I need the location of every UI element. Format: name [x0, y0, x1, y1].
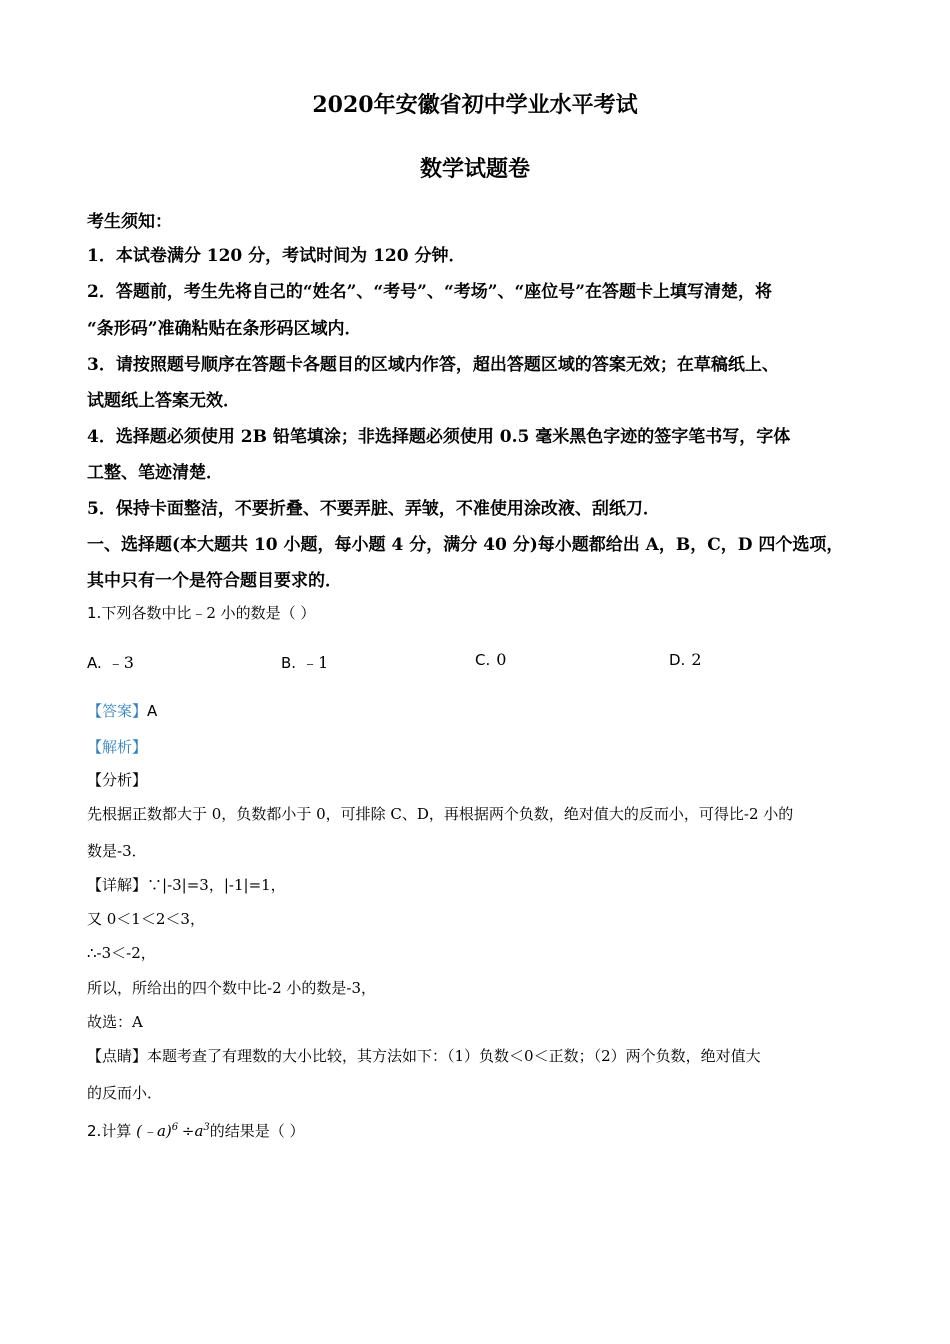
notice-line: 工整、笔迹清楚． — [87, 463, 223, 483]
question-1-stem — [87, 602, 315, 623]
option-value: 0 — [496, 650, 507, 669]
notice-line: 1．本试卷满分 120 分，考试时间为 120 分钟． — [87, 246, 466, 266]
answer-value: A — [147, 702, 158, 720]
expr-base: (﹣a) — [136, 1122, 172, 1140]
notice-line: 4．选择题必须使用 2B 铅笔填涂；非选择题必须使用 0.5 毫米黑色字迹的签字笔书写，字体 — [87, 427, 791, 447]
dianjing-line — [87, 1045, 761, 1066]
fenxi-text-cont: 数是-3． — [87, 842, 147, 860]
expr-exponent: 6 — [171, 1122, 179, 1133]
option-label: D. — [669, 651, 686, 669]
option-label: A. — [87, 654, 102, 672]
question-number: 2. — [87, 1122, 102, 1140]
option-d — [669, 650, 702, 670]
question-text: 计算 — [101, 1122, 132, 1140]
section-heading: 一、选择题(本大题共 10 小题，每小题 4 分，满分 40 分)每小题都给出 A，B，C，D 四个选项， — [87, 535, 844, 555]
option-value: ﹣3 — [107, 653, 134, 672]
page-title: 2020年安徽省初中学业水平考试 — [312, 92, 638, 118]
option-b — [281, 650, 328, 673]
math-expression — [136, 1122, 210, 1140]
expr-exponent: 3 — [203, 1122, 210, 1133]
notice-line: 5．保持卡面整洁，不要折叠、不要弄脏、弄皱，不准使用涂改液、刮纸刀． — [87, 499, 660, 519]
answer-tag: 【答案】 — [87, 702, 148, 720]
answer-line — [87, 700, 157, 721]
option-label: C. — [475, 651, 491, 669]
notice-line: “条形码”准确粘贴在条形码区域内． — [87, 319, 362, 339]
question-text-suffix: 的结果是（ ） — [209, 1122, 305, 1140]
detail-line — [87, 874, 286, 895]
notice-line: 2．答题前，考生先将自己的“姓名”、“考号”、“考场”、“座位号”在答题卡上填写清楚，将 — [87, 282, 773, 302]
option-value: 2 — [691, 650, 702, 669]
question-text: 下列各数中比﹣2 小的数是（ ） — [101, 604, 316, 622]
expr-divide: ÷a — [181, 1122, 204, 1140]
detail-text: 所以，所给出的四个数中比-2 小的数是-3， — [87, 979, 376, 997]
notice-line: 试题纸上答案无效． — [87, 391, 240, 411]
option-a — [87, 650, 134, 673]
fenxi-tag: 【分析】 — [87, 771, 148, 789]
analysis-tag: 【解析】 — [87, 738, 148, 756]
detail-text: ∵|-3|=3，|-1|=1， — [147, 876, 286, 894]
detail-text: 又 0＜1＜2＜3， — [87, 910, 205, 928]
notice-line: 3．请按照题号顺序在答题卡各题目的区域内作答，超出答题区域的答案无效；在草稿纸上、 — [87, 355, 779, 375]
page-subtitle: 数学试题卷 — [419, 156, 530, 182]
question-number: 1. — [87, 604, 102, 622]
option-value: ﹣1 — [302, 653, 329, 672]
section-heading-cont: 其中只有一个是符合题目要求的． — [87, 571, 342, 591]
detail-text: 故选：A — [87, 1013, 143, 1031]
dianjing-text-cont: 的反而小． — [87, 1084, 163, 1102]
option-label: B. — [281, 654, 297, 672]
dianjing-tag: 【点睛】 — [87, 1047, 148, 1065]
detail-tag: 【详解】 — [87, 876, 148, 894]
option-c — [475, 650, 506, 670]
detail-text: ∴-3＜-2， — [87, 944, 156, 962]
dianjing-text: 本题考查了有理数的大小比较，其方法如下：（1）负数＜0＜正数；（2）两个负数，绝对值大 — [147, 1047, 761, 1065]
question-2-stem — [87, 1120, 305, 1141]
notice-heading: 考生须知： — [87, 212, 172, 232]
fenxi-text: 先根据正数都大于 0，负数都小于 0，可排除 C、D，再根据两个负数，绝对值大的反而小，可得比-2 小的 — [87, 805, 794, 823]
